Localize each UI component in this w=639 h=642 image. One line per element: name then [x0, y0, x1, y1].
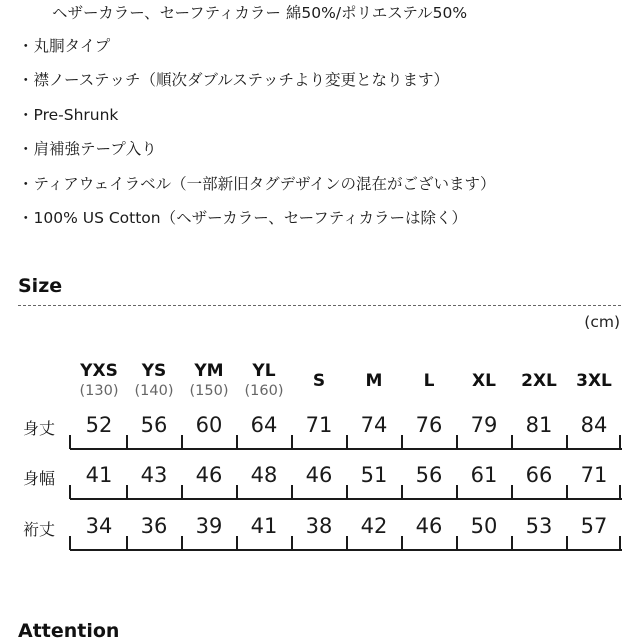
measurement-value: 43: [140, 463, 168, 487]
measurement-value: 71: [580, 463, 608, 487]
measurement-label: 身幅: [23, 469, 56, 488]
column-tick: [456, 536, 458, 550]
measurement-value: 36: [140, 514, 168, 538]
column-tick: [566, 485, 568, 499]
column-tick: [69, 536, 71, 550]
measurement-value: 79: [470, 413, 498, 437]
measurement-value: 41: [85, 463, 113, 487]
column-tick: [401, 536, 403, 550]
size-column-header: YM: [194, 361, 224, 381]
size-column-header: M: [365, 371, 383, 391]
column-tick: [401, 435, 403, 449]
spec-item: ・丸胴タイプ: [18, 37, 111, 55]
size-height-range: (140): [134, 383, 174, 399]
column-tick: [291, 435, 293, 449]
column-tick: [291, 485, 293, 499]
column-tick: [401, 485, 403, 499]
measurement-value: 46: [195, 463, 223, 487]
spec-item: ・100% US Cotton（ヘザーカラー、セーフティカラーは除く）: [18, 209, 468, 227]
measurement-value: 34: [85, 514, 113, 538]
column-tick: [236, 536, 238, 550]
column-tick: [619, 536, 621, 550]
column-tick: [511, 485, 513, 499]
column-tick: [69, 485, 71, 499]
spec-blend-note: ヘザーカラー、セーフティカラー 綿50%/ポリエステル50%: [52, 4, 468, 22]
column-tick: [126, 536, 128, 550]
measurement-value: 81: [525, 413, 553, 437]
column-tick: [619, 485, 621, 499]
column-tick: [126, 485, 128, 499]
measurement-value: 51: [360, 463, 388, 487]
column-tick: [511, 435, 513, 449]
measurement-value: 56: [415, 463, 443, 487]
column-tick: [619, 435, 621, 449]
measurement-value: 84: [580, 413, 608, 437]
measurement-value: 48: [250, 463, 278, 487]
measurement-value: 46: [305, 463, 333, 487]
size-column-header: YS: [141, 361, 167, 381]
column-tick: [181, 435, 183, 449]
measurement-value: 57: [580, 514, 608, 538]
size-height-range: (150): [189, 383, 229, 399]
measurement-label: 身丈: [23, 419, 56, 438]
measurement-value: 56: [140, 413, 168, 437]
size-column-header: YL: [252, 361, 276, 381]
column-tick: [346, 485, 348, 499]
column-tick: [456, 485, 458, 499]
column-tick: [291, 536, 293, 550]
column-tick: [456, 435, 458, 449]
size-column-header: YXS: [80, 361, 118, 381]
size-column-header: L: [423, 371, 435, 391]
attention-heading: Attention: [18, 620, 120, 642]
measurement-value: 74: [360, 413, 388, 437]
measurement-value: 61: [470, 463, 498, 487]
column-tick: [566, 536, 568, 550]
section-divider: [18, 305, 621, 306]
measurement-value: 39: [195, 514, 223, 538]
measurement-value: 76: [415, 413, 443, 437]
column-tick: [126, 435, 128, 449]
measurement-value: 52: [85, 413, 113, 437]
measurement-value: 41: [250, 514, 278, 538]
spec-item: ・Pre-Shrunk: [18, 106, 119, 124]
column-tick: [69, 435, 71, 449]
size-column-header: XL: [472, 371, 496, 391]
size-heading: Size: [18, 275, 63, 297]
column-tick: [346, 536, 348, 550]
column-tick: [181, 536, 183, 550]
measurement-value: 53: [525, 514, 553, 538]
size-height-range: (160): [244, 383, 284, 399]
column-tick: [181, 485, 183, 499]
column-tick: [236, 435, 238, 449]
size-column-header: 3XL: [576, 371, 612, 391]
measurement-value: 66: [525, 463, 553, 487]
size-height-range: (130): [79, 383, 119, 399]
measurement-value: 50: [470, 514, 498, 538]
column-tick: [511, 536, 513, 550]
measurement-value: 46: [415, 514, 443, 538]
column-tick: [236, 485, 238, 499]
unit-label: (cm): [584, 313, 620, 331]
measurement-value: 71: [305, 413, 333, 437]
measurement-value: 64: [250, 413, 278, 437]
spec-item: ・襟ノーステッチ（順次ダブルステッチより変更となります）: [18, 71, 450, 89]
size-column-header: 2XL: [521, 371, 557, 391]
measurement-value: 42: [360, 514, 388, 538]
spec-item: ・肩補強テープ入り: [18, 140, 157, 158]
size-column-header: S: [312, 371, 326, 391]
measurement-label: 裄丈: [23, 520, 56, 539]
column-tick: [346, 435, 348, 449]
measurement-value: 38: [305, 514, 333, 538]
spec-item: ・ティアウェイラベル（一部新旧タグデザインの混在がございます）: [18, 175, 496, 193]
column-tick: [566, 435, 568, 449]
measurement-value: 60: [195, 413, 223, 437]
